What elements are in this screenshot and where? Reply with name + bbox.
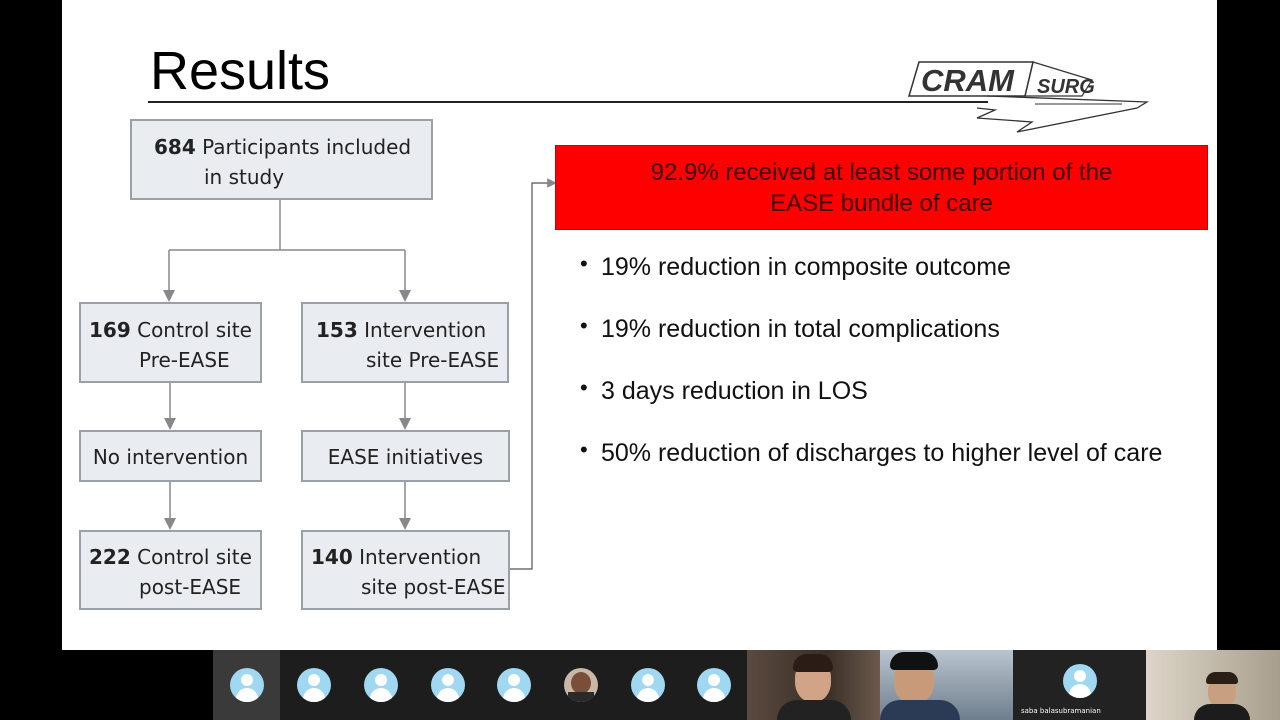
flow-box-control-post: [79, 530, 262, 610]
results-callout: [555, 145, 1208, 230]
callout-line-1: 92.9% received at least some portion of the: [650, 159, 1113, 186]
label-control-pre-1: Control site: [137, 318, 252, 342]
flow-box-no-intervention: [79, 430, 262, 482]
bullet-item: • 19% reduction in composite outcome: [580, 250, 1210, 284]
label-intervention-post-1: Intervention: [359, 545, 482, 569]
label-participants-1: Participants included: [202, 135, 412, 159]
participant-tile[interactable]: [414, 650, 481, 720]
avatar-icon: [697, 668, 731, 702]
flow-box-control-pre: [79, 302, 262, 383]
callout-line-2: EASE bundle of care: [770, 190, 993, 217]
participant-tile[interactable]: [280, 650, 347, 720]
label-no-intervention: No intervention: [92, 445, 249, 469]
participant-strip: [213, 650, 1280, 720]
label-participants-2: in study: [204, 165, 285, 189]
bullet-item: • 19% reduction in total complications: [580, 312, 1210, 346]
label-intervention-pre-2: site Pre-EASE: [366, 348, 500, 372]
count-intervention-pre: 153: [316, 318, 358, 342]
profile-photo: [564, 668, 598, 702]
participant-name: saba balasubramanian: [1021, 707, 1101, 715]
participant-tile[interactable]: [680, 650, 747, 720]
bullet-item: • 3 days reduction in LOS: [580, 374, 1210, 408]
slide-title: Results: [150, 41, 331, 101]
avatar-icon: [1063, 664, 1097, 698]
flow-box-ease-initiatives: [301, 430, 510, 482]
avatar-icon: [431, 668, 465, 702]
avatar-icon: [230, 668, 264, 702]
label-control-post-1: Control site: [137, 545, 252, 569]
results-bullet-list: [580, 250, 1210, 498]
avatar-icon: [297, 668, 331, 702]
participant-tile[interactable]: [1013, 650, 1146, 720]
presentation-slide: [62, 0, 1217, 650]
label-ease-initiatives: EASE initiatives: [327, 445, 484, 469]
avatar-icon: [631, 668, 665, 702]
label-intervention-pre-1: Intervention: [364, 318, 487, 342]
participant-tile[interactable]: [213, 650, 280, 720]
logo-sub-text: SURG: [1037, 76, 1095, 98]
flow-box-participants: [130, 119, 433, 200]
logo-main-text: CRAM: [921, 63, 1014, 98]
participant-tile[interactable]: [547, 650, 614, 720]
count-control-post: 222: [89, 545, 131, 569]
participant-tile[interactable]: [614, 650, 681, 720]
participant-video[interactable]: [747, 650, 880, 720]
label-control-post-2: post-EASE: [139, 575, 242, 599]
participant-video[interactable]: [1146, 650, 1280, 720]
participant-tile[interactable]: [480, 650, 547, 720]
avatar-icon: [497, 668, 531, 702]
label-intervention-post-2: site post-EASE: [361, 575, 506, 599]
count-participants: 684: [154, 135, 196, 159]
label-control-pre-2: Pre-EASE: [139, 348, 230, 372]
participant-tile[interactable]: [347, 650, 414, 720]
count-control-pre: 169: [89, 318, 131, 342]
bullet-item: • 50% reduction of discharges to higher level of care: [580, 436, 1210, 470]
count-intervention-post: 140: [311, 545, 353, 569]
flow-box-intervention-pre: [301, 302, 509, 383]
avatar-icon: [364, 668, 398, 702]
participant-video[interactable]: [880, 650, 1013, 720]
flow-box-intervention-post: [301, 530, 510, 610]
